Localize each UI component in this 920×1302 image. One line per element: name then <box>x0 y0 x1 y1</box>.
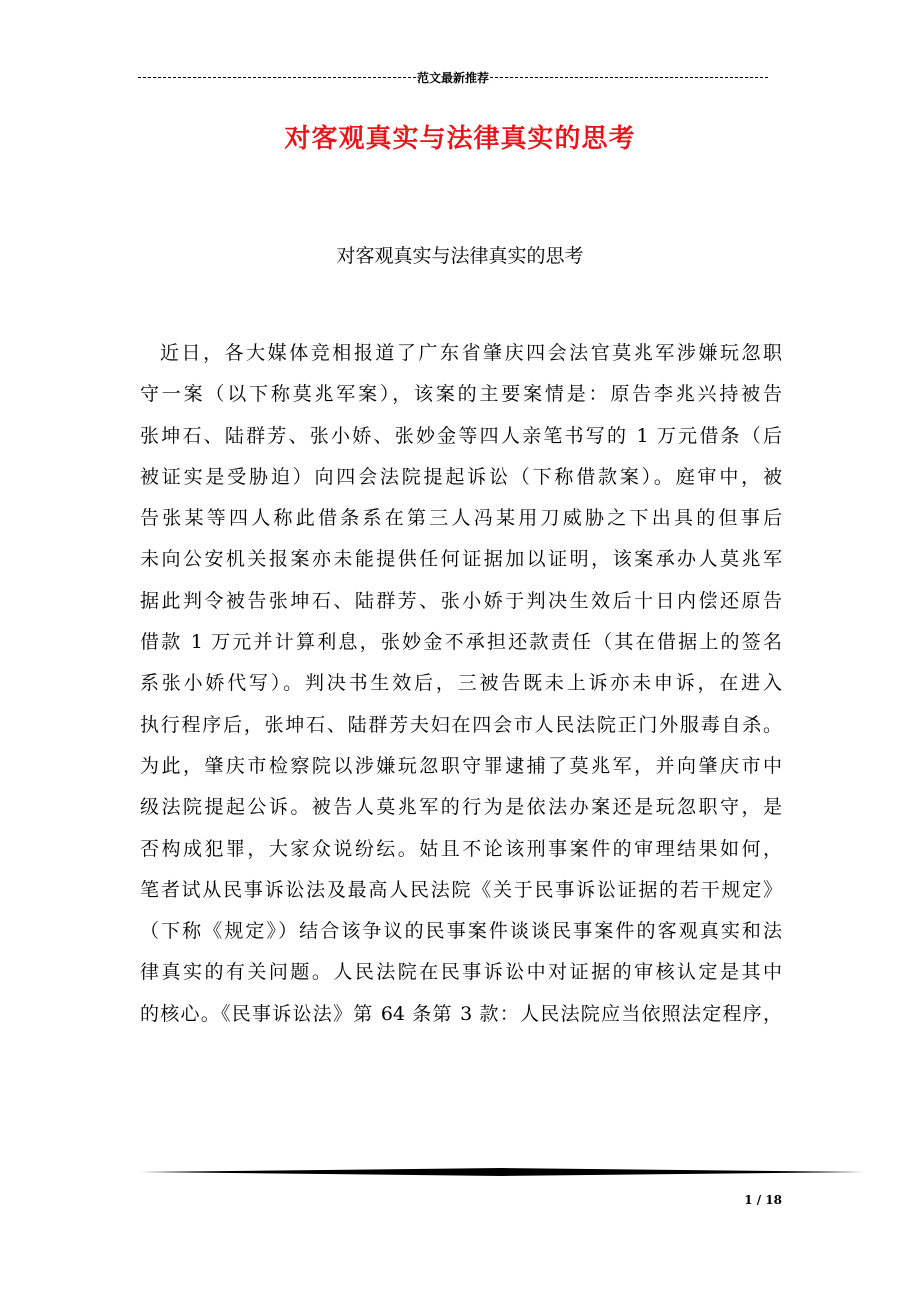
body-line: 近日，各大媒体竞相报道了广东省肇庆四会法官莫兆军涉嫌玩忽职 <box>160 342 782 364</box>
body-line: 守一案（以下称莫兆军案），该案的主要案情是：原告李兆兴持被告 <box>140 383 782 406</box>
page-number: 1 / 18 <box>744 1193 782 1207</box>
body-line: 律真实的有关问题。人民法院在民事诉讼中对证据的审核认定是其中 <box>140 961 782 984</box>
header-dash-left <box>138 77 416 78</box>
body-text <box>140 333 782 1035</box>
header-dash-right <box>490 77 768 78</box>
body-line: 据此判令被告张坤石、陆群芳、张小娇于判决生效后十日内偿还原告 <box>140 589 782 612</box>
body-line: 告张某等四人称此借条系在第三人冯某用刀威胁之下出具的但事后 <box>140 507 782 530</box>
body-line: 系张小娇代写）。判决书生效后，三被告既未上诉亦未申诉，在进入 <box>140 672 782 695</box>
body-line: 的核心。《民事诉讼法》第 64 条第 3 款：人民法院应当依照法定程序， <box>140 1002 782 1025</box>
body-line: 笔者试从民事诉讼法及最高人民法院《关于民事诉讼证据的若干规定》 <box>140 878 782 901</box>
footer-rule <box>140 1166 865 1178</box>
body-line: 级法院提起公诉。被告人莫兆军的行为是依法办案还是玩忽职守，是 <box>140 796 782 819</box>
document-title: 对客观真实与法律真实的思考 <box>284 124 636 154</box>
body-line: 被证实是受胁迫）向四会法院提起诉讼（下称借款案）。庭审中，被 <box>140 465 782 488</box>
body-line: 为此，肇庆市检察院以涉嫌玩忽职守罪逮捕了莫兆军，并向肇庆市中 <box>140 754 782 777</box>
body-line: （下称《规定》）结合该争议的民事案件谈谈民事案件的客观真实和法 <box>140 920 782 943</box>
header-text: 范文最新推荐 <box>417 70 490 85</box>
page-header <box>138 68 768 86</box>
body-line: 未向公安机关报案亦未能提供任何证据加以证明，该案承办人莫兆军 <box>140 548 782 571</box>
body-line: 借款 1 万元并计算利息，张妙金不承担还款责任（其在借据上的签名 <box>140 631 782 654</box>
body-line: 执行程序后，张坤石、陆群芳夫妇在四会市人民法院正门外服毒自杀。 <box>140 713 782 736</box>
body-line: 张坤石、陆群芳、张小娇、张妙金等四人亲笔书写的 1 万元借条（后 <box>140 424 782 447</box>
body-line: 否构成犯罪，大家众说纷纭。姑且不论该刑事案件的审理结果如何， <box>140 837 782 860</box>
document-subtitle: 对客观真实与法律真实的思考 <box>336 245 584 267</box>
